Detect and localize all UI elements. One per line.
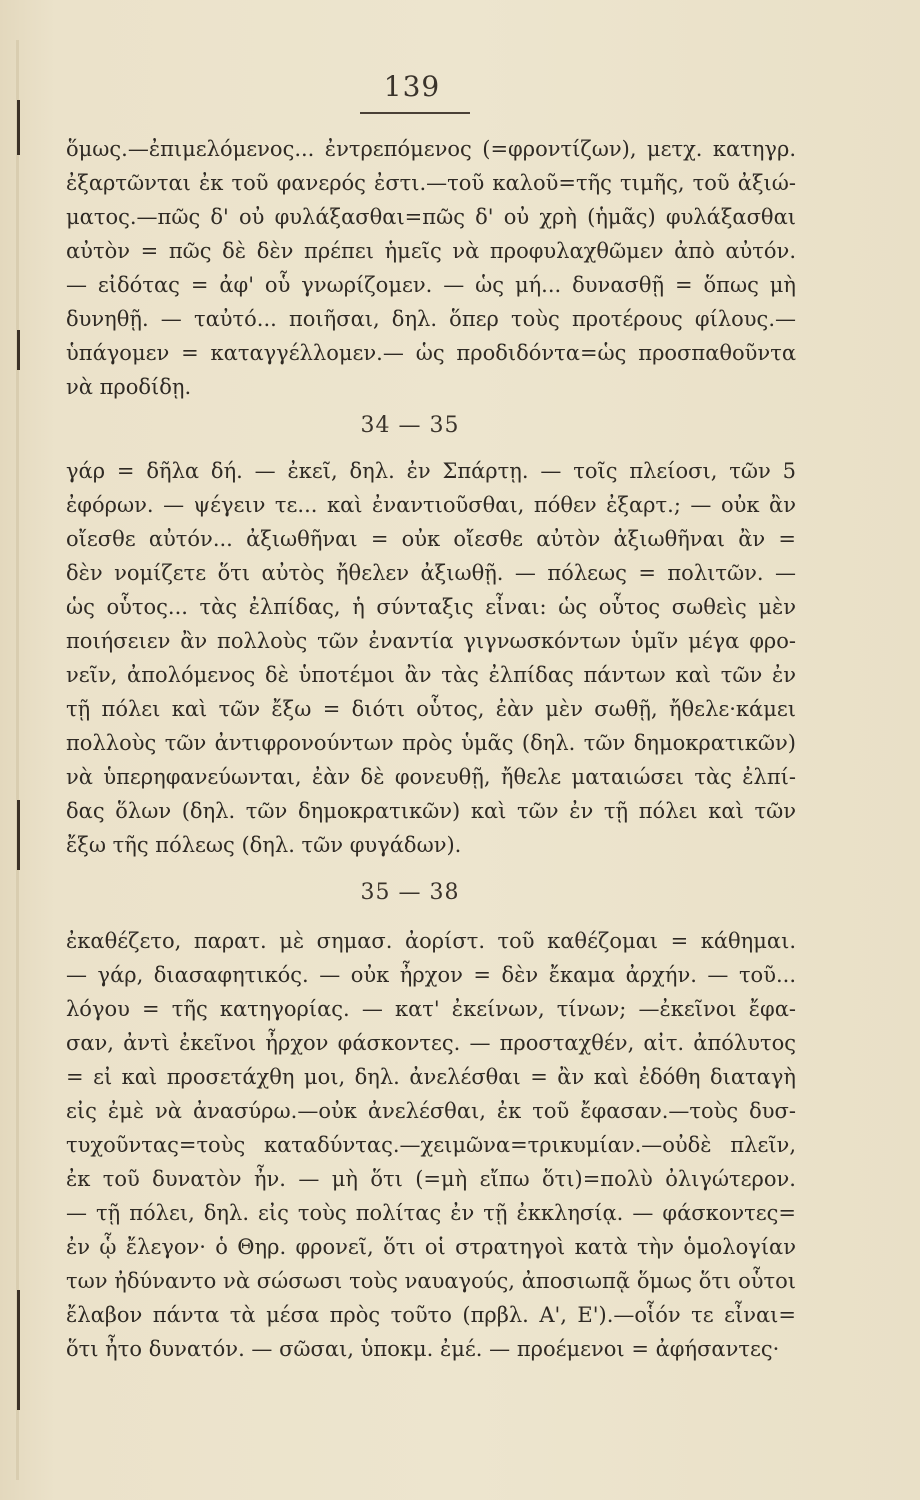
text-line: = εἰ καὶ προσετάχθη μοι, δηλ. ἀνελέσθαι = ἂν καὶ ἐδόθη διαταγὴ (66, 1065, 796, 1089)
text-line: ὑπάγομεν = καταγγέλλομεν.— ὡς προδιδόντα=ὡς προσπαθοῦντα (66, 341, 796, 365)
text-line: νεῖν, ἀπολόμενος δὲ ὑποτέμοι ἂν τὰς ἐλπίδας πάντων καὶ τῶν ἐν (66, 663, 796, 687)
text-line: — εἰδότας = ἀφ' οὗ γνωρίζομεν. — ὡς μή... δυνασθῇ = ὅπως μὴ (66, 273, 796, 297)
text-line: δας ὅλων (δηλ. τῶν δημοκρατικῶν) καὶ τῶν ἐν τῇ πόλει καὶ τῶν (66, 799, 796, 823)
paragraph-block (66, 454, 796, 862)
text-line: τυχοῦντας=τοὺς καταδύντας.—χειμῶνα=τρικυμίαν.—οὐδὲ πλεῖν, (66, 1133, 796, 1157)
text-line: ἐξαρτῶνται ἐκ τοῦ φανερός ἐστι.—τοῦ καλοῦ=τῆς τιμῆς, τοῦ ἀξιώ- (66, 171, 796, 195)
text-line: των ἠδύναντο νὰ σώσωσι τοὺς ναυαγούς, ἀποσιωπᾷ ὅμως ὅτι οὗτοι (66, 1269, 796, 1293)
text-line: δυνηθῇ. — ταὐτό... ποιῆσαι, δηλ. ὅπερ τοὺς προτέρους φίλους.— (66, 307, 796, 331)
text-line: γάρ = δῆλα δή. — ἐκεῖ, δηλ. ἐν Σπάρτῃ. — τοῖς πλείοσι, τῶν 5 (66, 459, 796, 483)
text-line: ἐκ τοῦ δυνατὸν ἦν. — μὴ ὅτι (=μὴ εἴπω ὅτι)=πολὺ ὀλιγώτερον. (66, 1167, 796, 1191)
text-line: οἴεσθε αὐτόν... ἀξιωθῆναι = οὐκ οἴεσθε αὐτὸν ἀξιωθῆναι ἂν = (66, 527, 796, 551)
text-line: ὡς οὗτος... τὰς ἐλπίδας, ἡ σύνταξις εἶναι: ὡς οὗτος σωθεὶς μὲν (66, 595, 796, 619)
text-line: δὲν νομίζετε ὅτι αὐτὸς ἤθελεν ἀξιωθῇ. — πόλεως = πολιτῶν. — (66, 561, 796, 585)
binding-gutter (16, 40, 19, 1480)
text-line: — τῇ πόλει, δηλ. εἰς τοὺς πολίτας ἐν τῇ ἐκκλησίᾳ. — φάσκοντες= (66, 1201, 796, 1225)
binding-mark (17, 330, 20, 370)
section-heading: 34 — 35 (360, 413, 460, 438)
paragraph-block (66, 132, 796, 404)
binding-mark (17, 800, 20, 870)
text-line: εἰς ἐμὲ νὰ ἀνασύρω.—οὐκ ἀνελέσθαι, ἐκ τοῦ ἔφασαν.—τοὺς δυσ- (66, 1099, 796, 1123)
binding-mark (17, 1290, 20, 1410)
text-line: τῇ πόλει καὶ τῶν ἔξω = διότι οὗτος, ἐὰν μὲν σωθῇ, ἤθελε·κάμει (66, 697, 796, 721)
binding-mark (17, 100, 20, 155)
text-line: ἐν ᾧ ἔλεγον· ὁ Θηρ. φρονεῖ, ὅτι οἱ στρατηγοὶ κατὰ τὴν ὁμολογίαν (66, 1235, 796, 1259)
paragraph-block (66, 924, 796, 1366)
text-line: νὰ ὑπερηφανεύωνται, ἐὰν δὲ φονευθῇ, ἤθελε ματαιώσει τὰς ἐλπί- (66, 765, 796, 789)
text-line: σαν, ἀντὶ ἐκεῖνοι ἦρχον φάσκοντες. — προσταχθέν, αἰτ. ἀπόλυτος (66, 1031, 796, 1055)
text-line: ἐφόρων. — ψέγειν τε... καὶ ἐναντιοῦσθαι, πόθεν ἐξαρτ.; — οὐκ ἂν (66, 493, 796, 517)
text-line: ματος.—πῶς δ' οὐ φυλάξασθαι=πῶς δ' οὐ χρὴ (ἡμᾶς) φυλάξασθαι (66, 205, 796, 229)
text-line: ἔξω τῆς πόλεως (δηλ. τῶν φυγάδων). (66, 833, 462, 857)
text-line: αὐτὸν = πῶς δὲ δὲν πρέπει ἡμεῖς νὰ προφυλαχθῶμεν ἀπὸ αὐτόν. (66, 239, 796, 263)
text-line: νὰ προδίδῃ. (66, 375, 192, 399)
page-number: 139 (383, 70, 441, 103)
text-line: ἐκαθέζετο, παρατ. μὲ σημασ. ἀορίστ. τοῦ καθέζομαι = κάθημαι. (66, 929, 796, 953)
section-heading: 35 — 38 (360, 880, 460, 905)
text-line: ποιήσειεν ἂν πολλοὺς τῶν ἐναντία γιγνωσκόντων ὑμῖν μέγα φρο- (66, 629, 796, 653)
text-line: ἔλαβον πάντα τὰ μέσα πρὸς τοῦτο (πρβλ. Α', Ε').—οἷόν τε εἶναι= (66, 1303, 796, 1327)
text-line: — γάρ, διασαφητικός. — οὐκ ἦρχον = δὲν ἔκαμα ἀρχήν. — τοῦ... (66, 963, 796, 987)
text-line: ὅμως.—ἐπιμελόμενος... ἐντρεπόμενος (=φροντίζων), μετχ. κατηγρ. (66, 137, 796, 161)
text-line: λόγου = τῆς κατηγορίας. — κατ' ἐκείνων, τίνων; —ἐκεῖνοι ἔφα- (66, 997, 796, 1021)
text-line: ὅτι ἦτο δυνατόν. — σῶσαι, ὑποκμ. ἐμέ. — προέμενοι = ἀφήσαντες· (66, 1337, 780, 1361)
text-line: πολλοὺς τῶν ἀντιφρονούντων πρὸς ὑμᾶς (δηλ. τῶν δημοκρατικῶν) (66, 731, 796, 755)
page-number-rule (360, 112, 470, 114)
